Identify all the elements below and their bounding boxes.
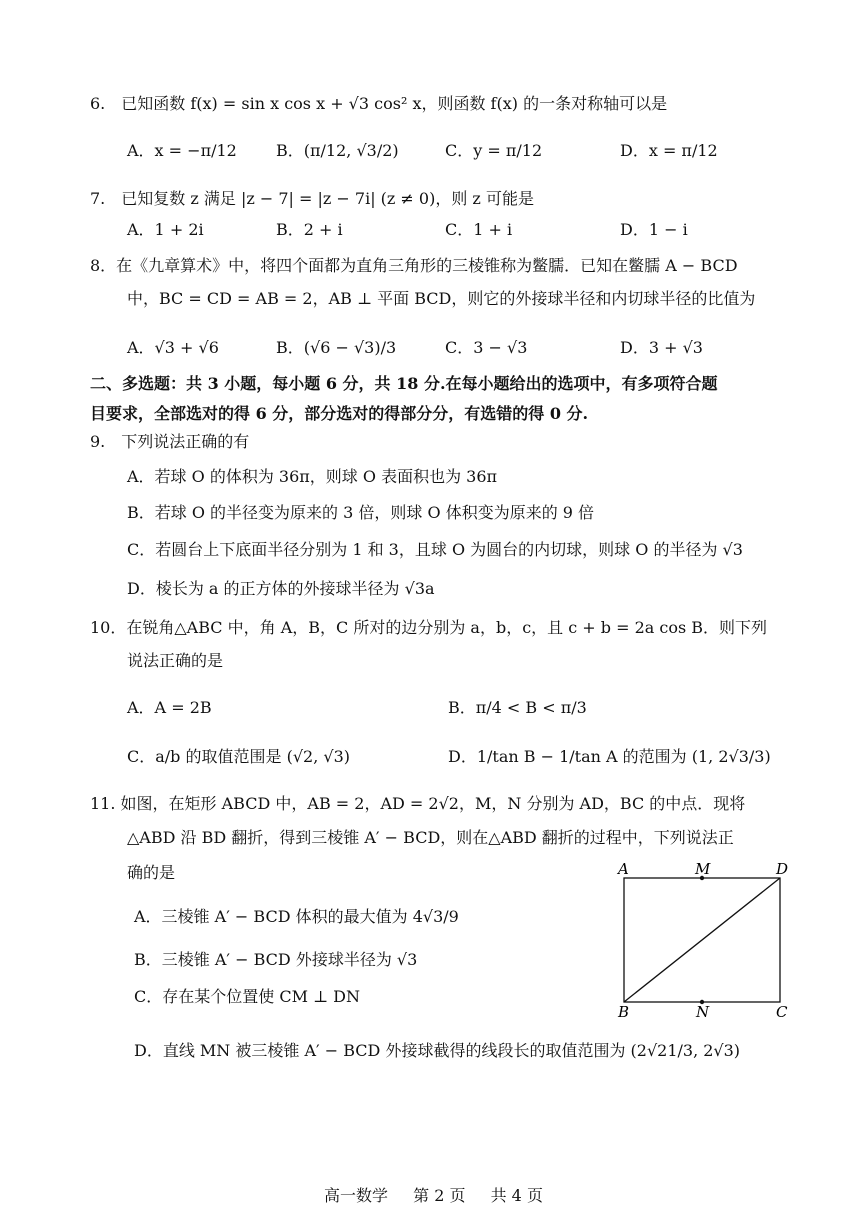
q8-option-c: C．3 − √3	[445, 338, 528, 357]
q6-option-a: A．x = −π/12	[127, 141, 237, 160]
q11-option-b: B．三棱锥 A′ − BCD 外接球半径为 √3	[134, 950, 418, 969]
q8-stem-line1: 8．在《九章算术》中，将四个面都为直角三角形的三棱锥称为鳖臑．已知在鳖臑 A − BCD	[90, 256, 738, 275]
q10-stem-line1: 10．在锐角△ABC 中，角 A，B，C 所对的边分别为 a，b，c，且 c + b = 2a cos B．则下列	[90, 618, 768, 637]
q7-option-a: A．1 + 2i	[127, 220, 204, 239]
label-m: M	[695, 860, 711, 878]
label-n: N	[696, 1003, 710, 1020]
label-a: A	[618, 860, 629, 878]
q9-option-b: B．若球 O 的半径变为原来的 3 倍，则球 O 体积变为原来的 9 倍	[127, 503, 595, 522]
page-footer	[0, 1183, 867, 1206]
diagonal-bd	[624, 878, 780, 1002]
q6-option-d: D．x = π/12	[620, 141, 718, 160]
q11-option-d: D．直线 MN 被三棱锥 A′ − BCD 外接球截得的线段长的取值范围为 (2√21/3, 2√3)	[134, 1041, 741, 1060]
q9-stem: 9. 下列说法正确的有	[90, 432, 250, 451]
q10-option-d: D．1/tan B − 1/tan A 的范围为 (1, 2√3/3)	[448, 747, 771, 766]
q7-option-c: C．1 + i	[445, 220, 513, 239]
q8-stem-line2: 中，BC = CD = AB = 2，AB ⊥ 平面 BCD，则它的外接球半径和内切球半径的比值为	[127, 289, 756, 308]
q11-stem-line1: 11. 如图，在矩形 ABCD 中，AB = 2，AD = 2√2，M，N 分别为 AD，BC 的中点．现将	[90, 794, 746, 813]
q10-option-b: B．π/4 < B < π/3	[448, 698, 587, 717]
q11-option-c: C．存在某个位置使 CM ⊥ DN	[134, 987, 361, 1006]
label-c: C	[776, 1003, 788, 1020]
q9-option-d: D．棱长为 a 的正方体的外接球半径为 √3a	[127, 579, 435, 598]
q9-option-a: A．若球 O 的体积为 36π，则球 O 表面积也为 36π	[127, 467, 498, 486]
footer-page-number: 第 2 页	[413, 1186, 466, 1205]
section2-heading-line1: 二、多选题：共 3 小题，每小题 6 分，共 18 分.在每小题给出的选项中，有多项符合题	[90, 374, 718, 393]
q8-option-d: D．3 + √3	[620, 338, 703, 357]
q11-stem-line2: △ABD 沿 BD 翻折，得到三棱锥 A′ − BCD，则在△ABD 翻折的过程中，下列说法正	[127, 828, 734, 847]
q11-option-a: A．三棱锥 A′ − BCD 体积的最大值为 4√3/9	[134, 907, 459, 926]
q10-option-a: A．A = 2B	[127, 698, 212, 717]
q10-option-c: C．a/b 的取值范围是 (√2, √3)	[127, 747, 350, 766]
q7-option-b: B．2 + i	[276, 220, 343, 239]
label-d: D	[776, 860, 789, 878]
q10-stem-line2: 说法正确的是	[127, 651, 224, 670]
q6-stem: 6. 已知函数 f(x) = sin x cos x + √3 cos² x，则函数 f(x) 的一条对称轴可以是	[90, 94, 668, 113]
q8-option-b: B．(√6 − √3)/3	[276, 338, 397, 357]
q6-option-b: B．(π/12, √3/2)	[276, 141, 399, 160]
q7-stem: 7. 已知复数 z 满足 |z − 7| = |z − 7i| (z ≠ 0)，则 z 可能是	[90, 189, 534, 208]
footer-total-pages: 共 4 页	[490, 1186, 543, 1205]
label-b: B	[618, 1003, 630, 1020]
q9-option-c: C．若圆台上下底面半径分别为 1 和 3，且球 O 为圆台的内切球，则球 O 的半径为 √3	[127, 540, 743, 559]
q11-stem-line3: 确的是	[127, 863, 176, 882]
q7-option-d: D．1 − i	[620, 220, 688, 239]
section2-heading-line2: 目要求，全部选对的得 6 分，部分选对的得部分分，有选错的得 0 分.	[90, 404, 589, 423]
q8-option-a: A．√3 + √6	[127, 338, 219, 357]
rectangle-abcd-figure	[610, 860, 800, 1020]
footer-subject: 高一数学	[324, 1186, 389, 1205]
q6-option-c: C．y = π/12	[445, 141, 543, 160]
